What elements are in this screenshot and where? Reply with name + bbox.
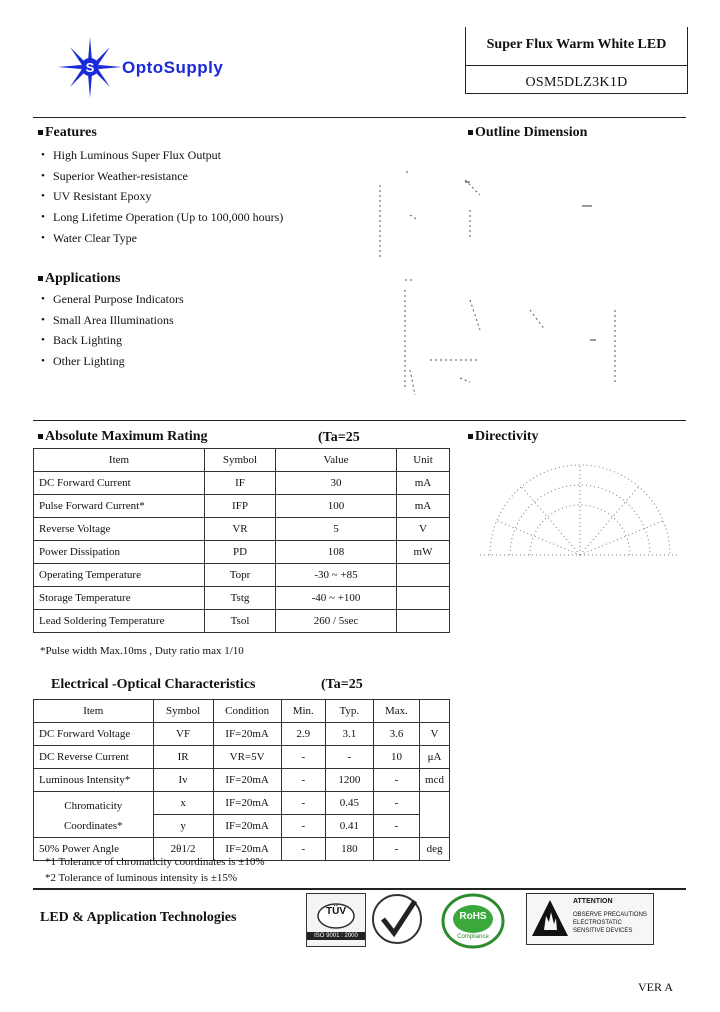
- directivity-diagram: [470, 455, 690, 575]
- column-header: Condition: [213, 700, 281, 723]
- cell: -: [281, 838, 325, 861]
- cell: IF=20mA: [213, 723, 281, 746]
- cell: Pulse Forward Current*: [34, 495, 205, 518]
- cell: Storage Temperature: [34, 587, 205, 610]
- cell: 100: [276, 495, 397, 518]
- column-header: [420, 700, 450, 723]
- eo-note-2: *2 Tolerance of luminous intensity is ±15%: [45, 872, 238, 884]
- cell: IF: [205, 472, 276, 495]
- cell: Luminous Intensity*: [34, 769, 154, 792]
- cell: 0.41: [325, 815, 373, 838]
- starburst-logo-icon: [55, 35, 125, 100]
- column-header: Symbol: [205, 449, 276, 472]
- cell: IR: [153, 746, 213, 769]
- table-row: [34, 610, 450, 633]
- list-item: • Water Clear Type: [38, 230, 338, 251]
- applications-heading: Applications: [38, 271, 120, 287]
- cell: x: [153, 792, 213, 815]
- table-row: [34, 723, 450, 746]
- table-row: [34, 746, 450, 769]
- eo-condition: (Ta=25: [321, 677, 363, 692]
- section-rule: [33, 420, 686, 421]
- cell: -: [281, 792, 325, 815]
- tuv-label: TÜV: [326, 906, 346, 917]
- cell: 108: [276, 541, 397, 564]
- cell: 1200: [325, 769, 373, 792]
- eo-heading: Electrical -Optical Characteristics: [51, 677, 256, 692]
- certified-checkmark-icon: [371, 893, 423, 945]
- cell: VR=5V: [213, 746, 281, 769]
- cell: -: [373, 769, 419, 792]
- company-name: LED & Application Technologies: [40, 910, 237, 925]
- cell: 30: [276, 472, 397, 495]
- eo-table: [33, 699, 450, 861]
- cell: IF=20mA: [213, 815, 281, 838]
- table-header-row: [34, 700, 450, 723]
- esd-text: [573, 911, 647, 935]
- rohs-label: RoHS: [459, 911, 487, 922]
- column-header: Value: [276, 449, 397, 472]
- cell: -30 ~ +85: [276, 564, 397, 587]
- title-box: [465, 27, 688, 94]
- cell: IF=20mA: [213, 792, 281, 815]
- list-item: • Superior Weather-resistance: [38, 168, 338, 189]
- outline-drawing: [370, 160, 640, 400]
- table-row: [34, 587, 450, 610]
- cell: DC Forward Current: [34, 472, 205, 495]
- esd-line: ELECTROSTATIC: [573, 920, 622, 926]
- abs-max-heading: Absolute Maximum Rating: [38, 429, 208, 445]
- cell: V: [397, 518, 450, 541]
- esd-line: OBSERVE PRECAUTIONS: [573, 912, 647, 918]
- esd-title: ATTENTION: [573, 898, 613, 905]
- table-row: [34, 495, 450, 518]
- cell: [397, 610, 450, 633]
- cell: DC Reverse Current: [34, 746, 154, 769]
- rohs-sub-label: Compliance: [457, 934, 489, 940]
- abs-max-condition: (Ta=25: [318, 430, 360, 445]
- title-divider: [466, 65, 687, 66]
- esd-hand-icon: [530, 898, 570, 938]
- cell: 5: [276, 518, 397, 541]
- features-heading: Features: [38, 125, 97, 141]
- brand-name: OptoSupply: [122, 58, 224, 77]
- cell: VR: [205, 518, 276, 541]
- table-row: [34, 769, 450, 792]
- eo-note-1: *1 Tolerance of chromaticity coordinates is ±10%: [45, 856, 265, 868]
- list-item: • Other Lighting: [38, 353, 338, 374]
- list-item: • High Luminous Super Flux Output: [38, 147, 338, 168]
- table-row: [34, 792, 450, 815]
- header-rule: [33, 117, 686, 118]
- table-row: [34, 541, 450, 564]
- abs-max-note: *Pulse width Max.10ms , Duty ratio max 1/10: [40, 645, 244, 657]
- cell: -: [281, 815, 325, 838]
- cell: Iv: [153, 769, 213, 792]
- rohs-badge: [441, 893, 505, 949]
- cell: mW: [397, 541, 450, 564]
- cell: 10: [373, 746, 419, 769]
- svg-text:S: S: [85, 60, 95, 75]
- table-header-row: [34, 449, 450, 472]
- cell: y: [153, 815, 213, 838]
- cell: 3.1: [325, 723, 373, 746]
- table-row: [34, 518, 450, 541]
- cell: Topr: [205, 564, 276, 587]
- version-label: VER A: [638, 980, 674, 994]
- cell: IFP: [205, 495, 276, 518]
- column-header: Unit: [397, 449, 450, 472]
- cell: [397, 587, 450, 610]
- column-header: Min.: [281, 700, 325, 723]
- chromaticity-label: Chromaticity Coordinates*: [34, 792, 154, 838]
- applications-list: [38, 291, 338, 374]
- cell: -: [325, 746, 373, 769]
- cell: 3.6: [373, 723, 419, 746]
- cell: 50% Power Angle: [34, 838, 154, 861]
- iso-label: ISO 9001 : 2000: [307, 932, 365, 940]
- cell: 2.9: [281, 723, 325, 746]
- table-row: [34, 472, 450, 495]
- cell: IF=20mA: [213, 838, 281, 861]
- footer-rule: [33, 888, 686, 890]
- cell: -: [281, 746, 325, 769]
- cell: Reverse Voltage: [34, 518, 205, 541]
- list-item: • UV Resistant Epoxy: [38, 188, 338, 209]
- column-header: Typ.: [325, 700, 373, 723]
- cell: [397, 564, 450, 587]
- cell: mcd: [420, 769, 450, 792]
- list-item: • General Purpose Indicators: [38, 291, 338, 312]
- outline-heading: Outline Dimension: [468, 125, 587, 141]
- cell: [420, 792, 450, 838]
- cell: Tstg: [205, 587, 276, 610]
- cell: VF: [153, 723, 213, 746]
- cell: -40 ~ +100: [276, 587, 397, 610]
- esd-warning-badge: [526, 893, 654, 945]
- cell: Operating Temperature: [34, 564, 205, 587]
- part-number: OSM5DLZ3K1D: [525, 75, 628, 90]
- column-header: Max.: [373, 700, 419, 723]
- table-row: [34, 564, 450, 587]
- cell: Tsol: [205, 610, 276, 633]
- cell: -: [373, 792, 419, 815]
- esd-line: SENSITIVE DEVICES: [573, 928, 633, 934]
- cell: μA: [420, 746, 450, 769]
- column-header: Item: [34, 449, 205, 472]
- abs-max-table: [33, 448, 450, 633]
- column-header: Symbol: [153, 700, 213, 723]
- cell: -: [373, 838, 419, 861]
- cell: 2θ1/2: [153, 838, 213, 861]
- list-item: • Long Lifetime Operation (Up to 100,000 hours): [38, 209, 338, 230]
- cell: IF=20mA: [213, 769, 281, 792]
- list-item: • Back Lighting: [38, 332, 338, 353]
- tuv-iso-badge: [306, 893, 366, 947]
- column-header: Item: [34, 700, 154, 723]
- cell: -: [281, 769, 325, 792]
- cell: mA: [397, 495, 450, 518]
- cell: 0.45: [325, 792, 373, 815]
- product-title: Super Flux Warm White LED: [486, 37, 667, 52]
- cell: V: [420, 723, 450, 746]
- list-item: • Small Area Illuminations: [38, 312, 338, 333]
- cell: Power Dissipation: [34, 541, 205, 564]
- cell: deg: [420, 838, 450, 861]
- cell: PD: [205, 541, 276, 564]
- cell: 260 / 5sec: [276, 610, 397, 633]
- cell: -: [373, 815, 419, 838]
- directivity-heading: Directivity: [468, 429, 539, 445]
- cell: mA: [397, 472, 450, 495]
- cell: DC Forward Voltage: [34, 723, 154, 746]
- features-list: [38, 147, 338, 250]
- cell: 180: [325, 838, 373, 861]
- cell: Lead Soldering Temperature: [34, 610, 205, 633]
